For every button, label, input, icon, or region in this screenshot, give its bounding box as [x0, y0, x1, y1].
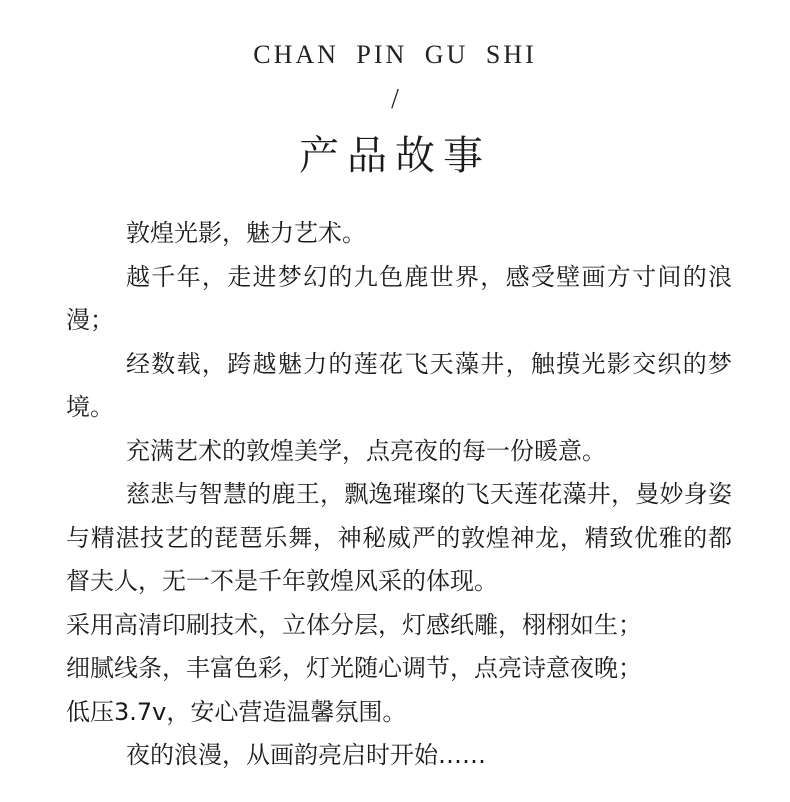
pinyin-heading: CHAN PIN GU SHI — [253, 40, 537, 69]
story-paragraph: 细腻线条，丰富色彩，灯光随心调节，点亮诗意夜晚； — [66, 654, 642, 682]
story-paragraph: 采用高清印刷技术，立体分层，灯感纸雕，栩栩如生； — [66, 610, 642, 639]
story-paragraph: 充满艺术的敦煌美学，点亮夜的每一份暖意。 — [126, 436, 606, 465]
story-paragraph: 敦煌光影，魅力艺术。 — [126, 219, 366, 247]
story-paragraph: 低压3.7v，安心营造温馨氛围。 — [66, 697, 407, 726]
page-title: 产品故事 — [299, 133, 491, 179]
heading-separator: / — [391, 84, 399, 115]
story-text — [66, 212, 732, 778]
story-paragraph: 慈悲与智慧的鹿王，飘逸璀璨的飞天莲花藻井，曼妙身姿与精湛技艺的琵琶乐舞，神秘威严的敦煌神龙，精致优雅的都督夫人，无一不是千年敦煌风采的体现。 — [66, 480, 732, 595]
story-paragraph: 夜的浪漫，从画韵亮启时开始…… — [126, 741, 486, 769]
story-paragraph: 经数载，跨越魅力的莲花飞天藻井，触摸光影交织的梦境。 — [66, 349, 732, 421]
story-paragraph: 越千年，走进梦幻的九色鹿世界，感受壁画方寸间的浪漫； — [66, 262, 732, 334]
